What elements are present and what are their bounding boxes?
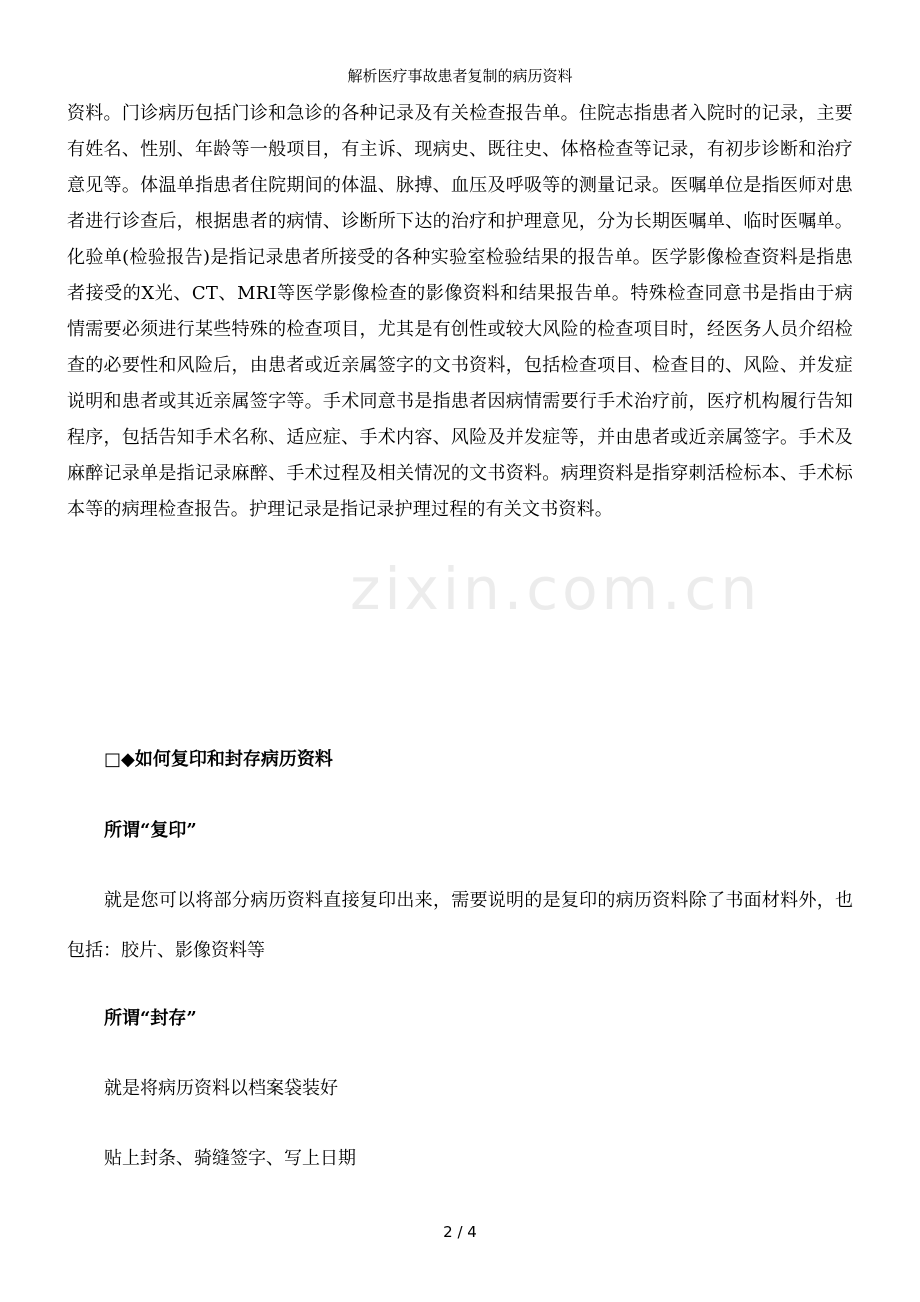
- page-header-title: 解析医疗事故患者复制的病历资料: [347, 67, 573, 85]
- page-number: 2 / 4: [443, 1223, 477, 1241]
- seal-line-2: 贴上封条、骑缝签字、写上日期: [104, 1148, 356, 1169]
- copy-paragraph: 就是您可以将部分病历资料直接复印出来，需要说明的是复印的病历资料除了书面材料外，也包括：胶片、影像资料等: [67, 890, 853, 961]
- watermark-text: zixin.com.cn: [350, 555, 762, 623]
- copy-heading: 所谓“复印”: [104, 820, 197, 841]
- seal-line-1: 就是将病历资料以档案袋装好: [104, 1078, 338, 1099]
- section-heading: □◆如何复印和封存病历资料: [104, 749, 333, 770]
- seal-heading: 所谓“封存”: [104, 1008, 197, 1029]
- intro-paragraph: 资料。门诊病历包括门诊和急诊的各种记录及有关检查报告单。住院志指患者入院时的记录，主要有姓名、性别、年龄等一般项目，有主诉、现病史、既往史、体格检查等记录，有初步诊断和治疗意见等。体温单指患者住院期间的体温、脉搏、血压及呼吸等的测量记录。医嘱单位是指医师对患者进行诊查后，根据患者的病情、诊断所下达的治疗和护理意见，分为长期医嘱单、临时医嘱单。化验单(检验报告)是指记录患者所接受的各种实验室检验结果的报告单。医学影像检查资料是指患者接受的X光、CT、MRI等医学影像检查的影像资料和结果报告单。特殊检查同意书是指由于病情需要必须进行某些特殊的检查项目，尤其是有创性或较大风险的检查项目时，经医务人员介绍检查的必要性和风险后，由患者或近亲属签字的文书资料，包括检查项目、检查目的、风险、并发症说明和患者或其近亲属签字等。手术同意书是指患者因病情需要行手术治疗前，医疗机构履行告知程序，包括告知手术名称、适应症、手术内容、风险及并发症等，并由患者或近亲属签字。手术及麻醉记录单是指记录麻醉、手术过程及相关情况的文书资料。病理资料是指穿刺活检标本、手术标本等的病理检查报告。护理记录是指记录护理过程的有关文书资料。: [67, 103, 853, 520]
